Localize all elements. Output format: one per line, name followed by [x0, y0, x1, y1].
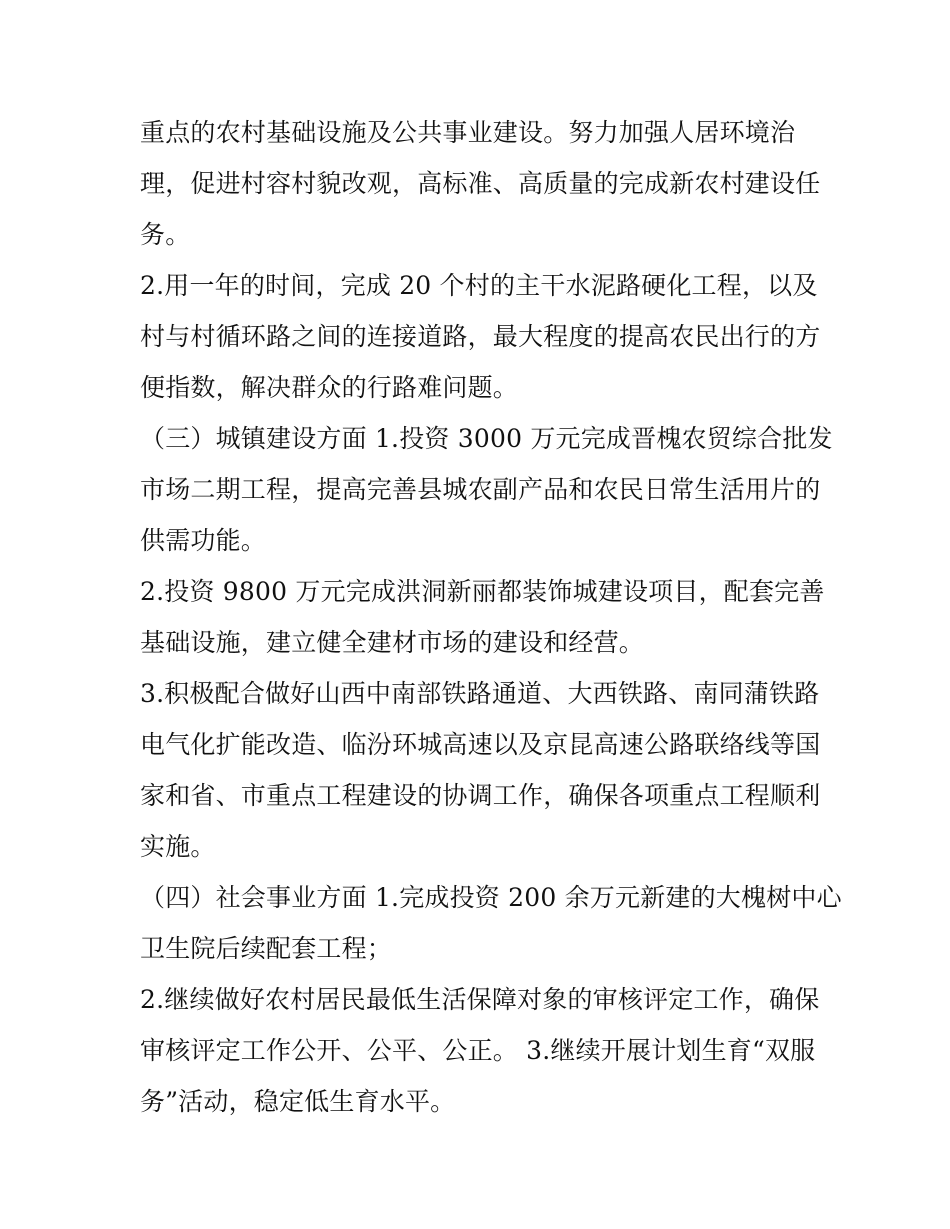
text-line: 电气化扩能改造、临汾环城高速以及京昆高速公路联络线等国 — [140, 730, 821, 759]
text-line: 审核评定工作公开、公平、公正。 3.继续开展计划生育“双服 — [140, 1036, 816, 1065]
text-line: （四）社会事业方面 1.完成投资 200 余万元新建的大槐树中心 — [140, 883, 842, 912]
text-line: 2.用一年的时间，完成 20 个村的主干水泥路硬化工程，以及 — [140, 271, 818, 300]
text-line: 实施。 — [140, 832, 216, 861]
text-line: 3.积极配合做好山西中南部铁路通道、大西铁路、南同蒲铁路 — [140, 679, 820, 708]
text-line: 基础设施，建立健全建材市场的建设和经营。 — [140, 628, 645, 657]
text-line: （三）城镇建设方面 1.投资 3000 万元完成晋槐农贸综合批发 — [140, 424, 833, 453]
text-line: 家和省、市重点工程建设的协调工作，确保各项重点工程顺利 — [140, 781, 821, 810]
text-line: 村与村循环路之间的连接道路，最大程度的提高农民出行的方 — [140, 322, 821, 351]
text-line: 务”活动，稳定低生育水平。 — [140, 1087, 456, 1116]
text-line: 卫生院后续配套工程； — [140, 934, 393, 963]
text-line: 2.投资 9800 万元完成洪洞新丽都装饰城建设项目，配套完善 — [140, 577, 825, 606]
text-line: 重点的农村基础设施及公共事业建设。努力加强人居环境治 — [140, 118, 796, 147]
text-line: 供需功能。 — [140, 526, 267, 555]
document-body — [140, 107, 842, 1127]
text-line: 便指数，解决群众的行路难问题。 — [140, 373, 519, 402]
text-line: 市场二期工程，提高完善县城农副产品和农民日常生活用片的 — [140, 475, 821, 504]
text-line: 务。 — [140, 220, 191, 249]
text-line: 理，促进村容村貌改观，高标准、高质量的完成新农村建设任 — [140, 169, 821, 198]
text-line: 2.继续做好农村居民最低生活保障对象的审核评定工作，确保 — [140, 985, 820, 1014]
